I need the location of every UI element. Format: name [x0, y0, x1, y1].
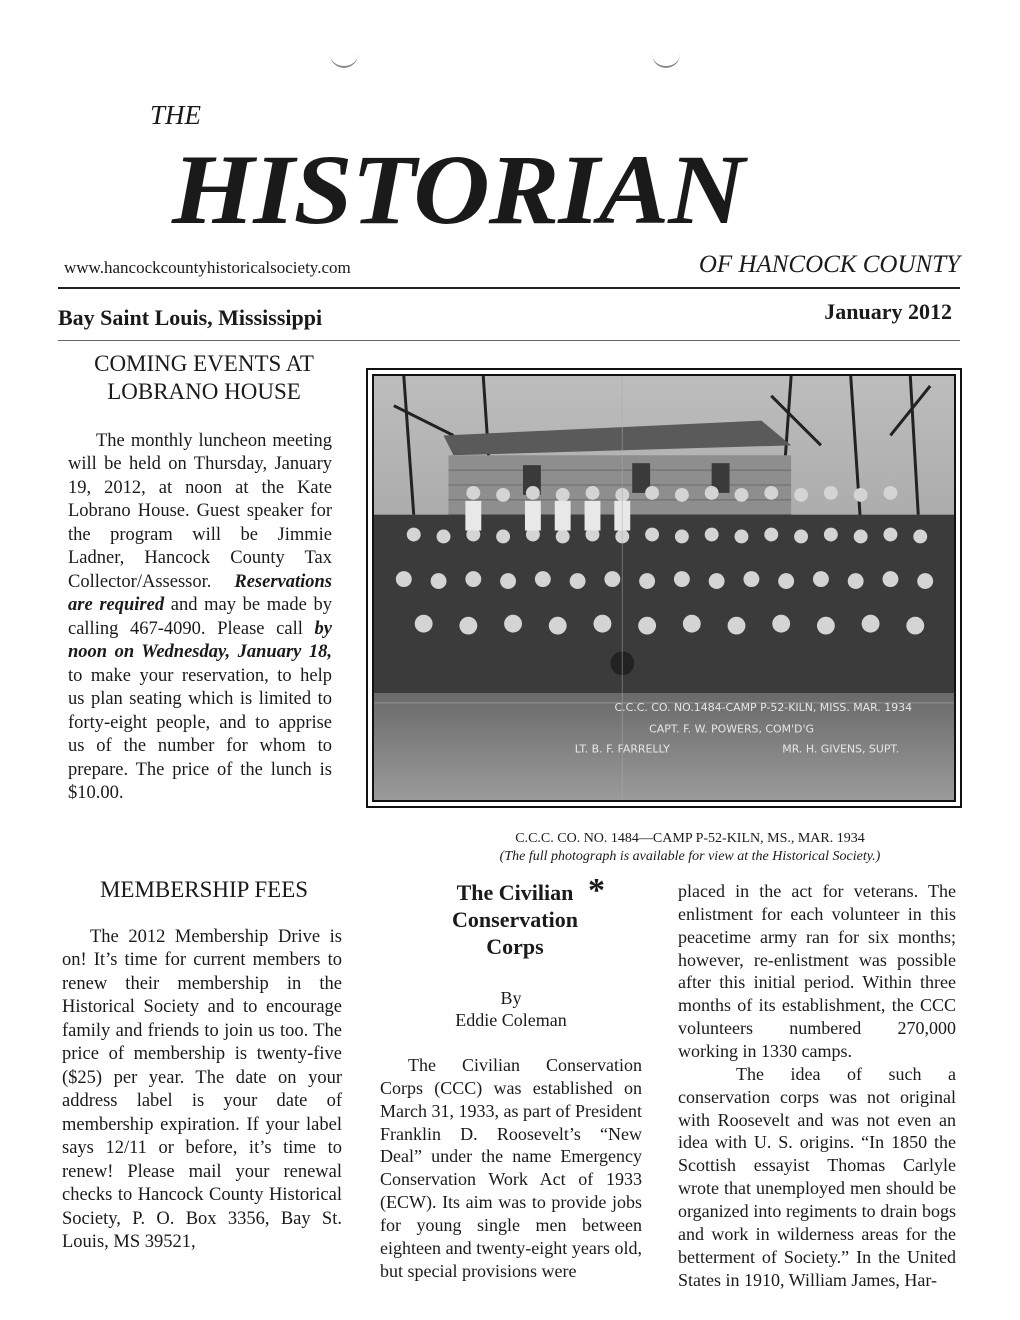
photo-caption-title: C.C.C. CO. NO. 1484—CAMP P-52-KILN, MS., MAR. 1934 — [515, 831, 865, 846]
membership-text: The 2012 Membership Drive is on! It’s time for current members to renew their membership in the Historical Society and to encourage family and friends to join us too. The price of membership is twenty-five ($25) per year. The date on your address label is your date of membership expiration. If your label says 12/11 or before, it’s time to renew! Please mail your renewal checks to Hancock County Historical Society, P. O. Box 3356, Bay St. Louis, MS 39521, — [62, 927, 342, 1253]
masthead-title: HISTORIAN — [172, 134, 744, 245]
article-column-2-text-1: placed in the act for veterans. The enlistment for each volunteer in this peacetime army ran for six months; however, re-enlistment was possible after this initial period. Within three months of its establishment, the CCC volunteers numbered 270,000 working in 1330 camps. — [678, 881, 956, 1062]
article-title: The Civilian Conservation Corps — [452, 880, 578, 959]
issue-date: January 2012 — [824, 299, 952, 324]
article-column-2 — [678, 880, 956, 1291]
asterisk-mark: * — [588, 872, 605, 909]
events-deadline: by noon on Wednesday, January 18, — [68, 618, 332, 663]
events-reservations: Reservations are required — [68, 571, 332, 616]
membership-heading: MEMBERSHIP FEES — [99, 877, 309, 902]
masthead-subtitle: OF HANCOCK COUNTY — [698, 251, 960, 278]
article-column-2-text-2: The idea of such a conservation corps was not original with Roosevelt and was not even an idea with U. S. origins. “In 1850 the Scottish essayist Thomas Carlyle wrote that unemployed men should be organized into regiments to drain bogs and work in wilderness areas for the betterment of Society.” In the United States in 1910, William James, Har- — [678, 1063, 956, 1290]
byline-by: By — [500, 988, 522, 1008]
events-body — [68, 430, 332, 806]
ccc-photograph — [366, 368, 962, 808]
events-text-1: The monthly luncheon meeting will be held on Thursday, January 19, 2012, at noon at the Kate Lobrano House. Guest speaker for the program will be Jimmie Ladner, Hancock County Tax Collector/Assessor. — [68, 431, 332, 592]
events-heading: COMING EVENTS AT LOBRANO HOUSE — [94, 351, 314, 404]
group-photo-image — [374, 376, 954, 800]
article-column-1-text: The Civilian Conservation Corps (CCC) was established on March 31, 1933, as part of President Franklin D. Roosevelt’s “New Deal” under the name Emergency Conservation Work Act of 1933 (ECW). Its aim was to provide jobs for young single men between eighteen and twenty-eight years old, but special provisions were — [380, 1055, 642, 1281]
group-of-men — [374, 515, 954, 693]
article-column-1 — [380, 1054, 642, 1283]
punch-hole-right — [652, 52, 680, 68]
photo-sign-line-2: CAPT. F. W. POWERS, COM'D'G — [649, 722, 814, 736]
photo-caption-note: (The full photograph is available for view at the Historical Society.) — [499, 848, 881, 864]
punch-hole-left — [330, 52, 358, 68]
byline — [380, 988, 642, 1031]
website-url: www.hancockcountyhistoricalsociety.com — [64, 258, 351, 277]
events-text-3: to make your reservation, to help us plan seating which is limited to forty-eight people, and to apprise us of the number for whom to prepare. The price of the lunch is $10.00. — [68, 665, 332, 804]
location: Bay Saint Louis, Mississippi — [58, 305, 323, 330]
events-text-2: and may be made by calling 467-4090. Please call — [68, 595, 332, 639]
photo-sign-left: LT. B. F. FARRELLY — [574, 742, 670, 756]
photo-sign-right: MR. H. GIVENS, SUPT. — [782, 742, 900, 756]
header-rule — [58, 287, 960, 289]
masthead-the: THE — [150, 100, 202, 130]
byline-author: Eddie Coleman — [455, 1009, 567, 1030]
photo-caption — [420, 830, 960, 865]
photo-sign-line-1: C.C.C. CO. NO.1484-CAMP P-52-KILN, MISS. MAR. 1934 — [614, 700, 913, 714]
membership-body — [62, 926, 342, 1255]
header-rule-thin — [58, 340, 960, 341]
